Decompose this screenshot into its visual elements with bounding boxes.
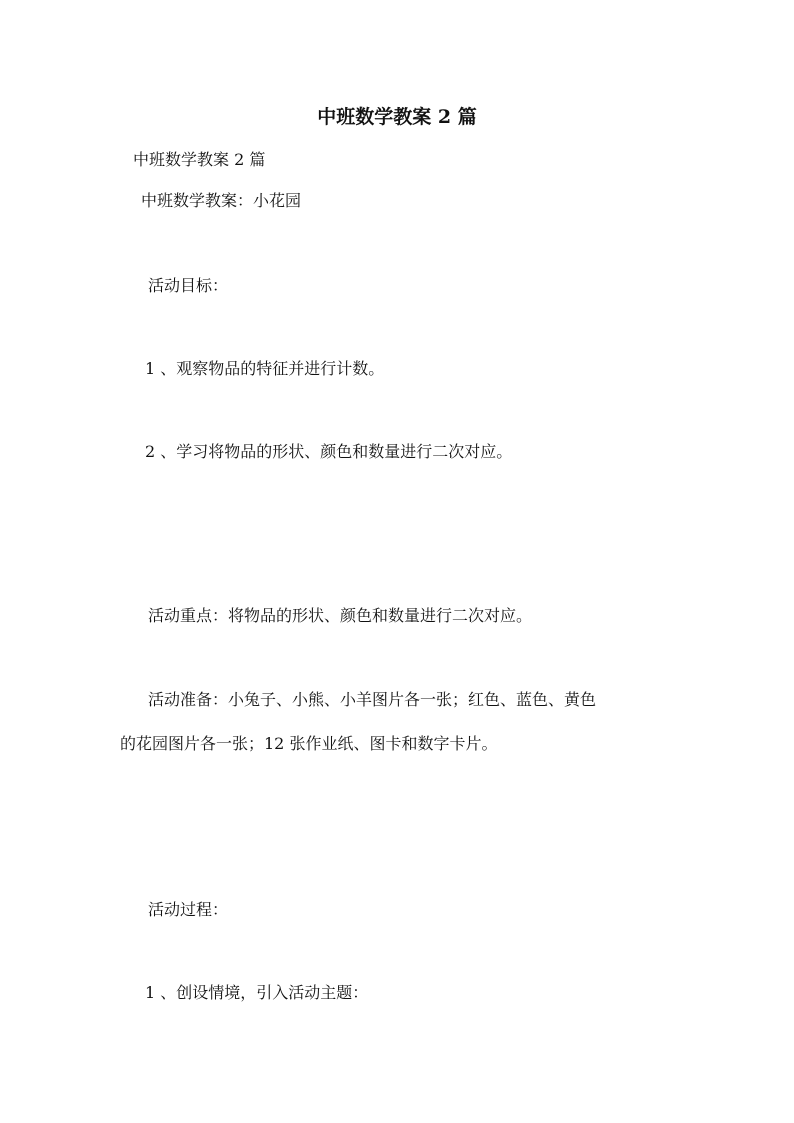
process-label: 活动过程： [148,900,229,919]
section-heading: 中班数学教案：小花园 [141,191,302,210]
goals-label: 活动目标： [148,276,229,295]
process-item-1: 1 、创设情境，引入活动主题： [145,983,369,1002]
document-subtitle: 中班数学教案 2 篇 [133,150,266,169]
goal-item-1: 1 、观察物品的特征并进行计数。 [145,359,385,378]
focus-paragraph: 活动重点：将物品的形状、颜色和数量进行二次对应。 [148,606,533,625]
preparation-line-1: 活动准备：小兔子、小熊、小羊图片各一张；红色、蓝色、黄色 [148,690,597,709]
goal-item-2: 2 、学习将物品的形状、颜色和数量进行二次对应。 [145,442,513,461]
preparation-line-2: 的花园图片各一张；12 张作业纸、图卡和数字卡片。 [120,734,498,753]
document-title: 中班数学教案 2 篇 [317,106,477,128]
